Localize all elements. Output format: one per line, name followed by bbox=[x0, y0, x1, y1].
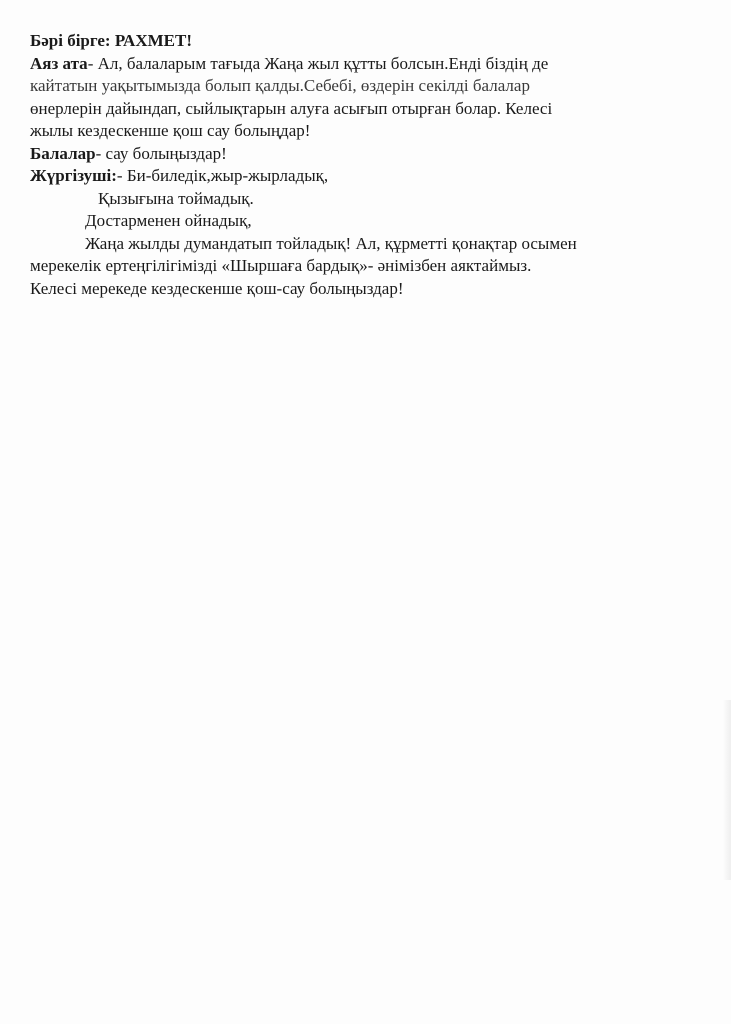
speaker-label: Бәрі бірге: bbox=[30, 31, 115, 50]
speaker-label: Балалар bbox=[30, 143, 96, 163]
line-continuation bbox=[30, 75, 690, 98]
scan-shadow bbox=[723, 700, 731, 880]
speaker-label: Аяз ата bbox=[30, 53, 88, 73]
line-text: Жаңа жылды думандатып тойладық! Ал, құрметті қонақтар осымен bbox=[85, 233, 577, 253]
line-poem bbox=[30, 210, 690, 233]
line-poem bbox=[30, 188, 690, 211]
line-continuation bbox=[30, 98, 690, 121]
line-text: өнерлерін дайындап, сыйлықтарын алуға асығып отырған болар. Келесі bbox=[30, 98, 553, 118]
line-continuation bbox=[30, 255, 690, 278]
line-text: жылы кездескенше қош сау болыңдар! bbox=[30, 121, 311, 140]
line-ayaz-ata bbox=[30, 53, 690, 76]
line-poem bbox=[30, 233, 690, 256]
line-text: - Би-биледік,жыр-жырладық, bbox=[116, 166, 329, 185]
line-text: Келесі мерекеде кездескенше қош-сау болыңыздар! bbox=[30, 278, 404, 298]
line-text: РАХМЕТ! bbox=[114, 31, 192, 50]
line-text: Достарменен ойнадық, bbox=[85, 211, 252, 230]
line-text: мерекелік ертеңгілігімізді «Шыршаға бардық»- әнімізбен аяктаймыз. bbox=[30, 256, 532, 275]
line-text: - Ал, балаларым тағыда Жаңа жыл құтты болсын.Енді біздің де bbox=[87, 53, 549, 73]
line-continuation bbox=[30, 120, 690, 143]
line-text: - сау болыңыздар! bbox=[95, 143, 227, 163]
line-text: кайтатын уақытымызда болып қалды.Себебі, өздерін секілді балалар bbox=[30, 76, 530, 95]
document-text bbox=[30, 30, 690, 300]
line-all-together bbox=[30, 30, 690, 53]
speaker-label: Жүргізуші: bbox=[30, 166, 117, 185]
line-host bbox=[30, 165, 690, 188]
line-children bbox=[30, 143, 690, 166]
line-text: Қызығына тоймадық. bbox=[98, 188, 254, 208]
line-continuation bbox=[30, 278, 690, 301]
